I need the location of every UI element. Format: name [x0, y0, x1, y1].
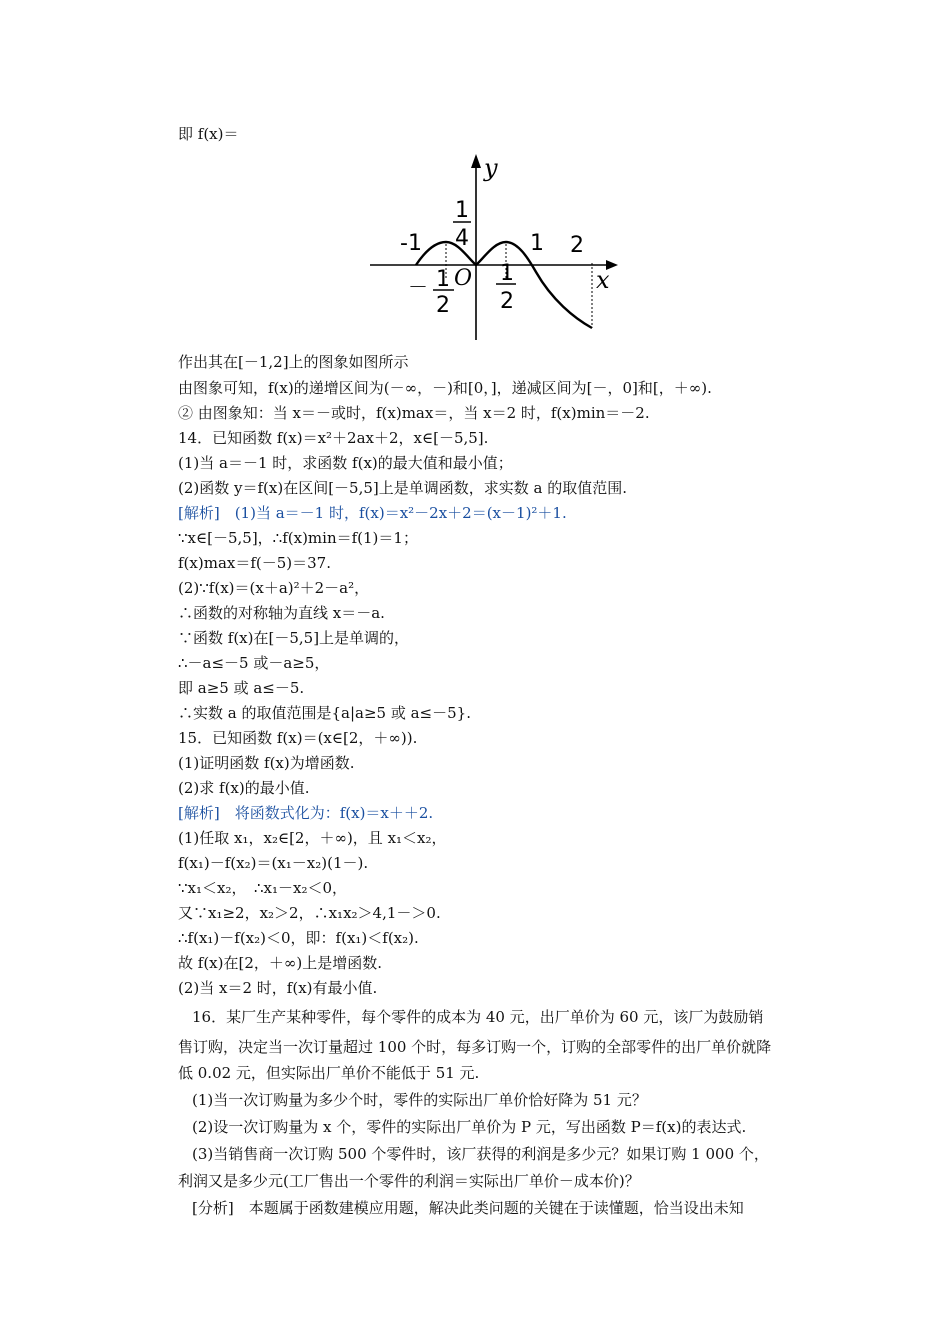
text-line: ∵x₁＜x₂， ∴x₁－x₂＜0，	[178, 879, 348, 897]
tick-label-1: 1	[530, 231, 544, 256]
problem-14: 14．已知函数 f(x)＝x²＋2ax＋2，x∈[－5,5].	[178, 429, 489, 447]
x-axis-label: x	[596, 266, 610, 294]
function-graph	[366, 150, 626, 342]
text-line: (2)设一次订购量为 x 个，零件的实际出厂单价为 P 元，写出函数 P＝f(x)的表达式.	[192, 1118, 747, 1136]
analysis-14: [解析] (1)当 a＝－1 时，f(x)＝x²－2x＋2＝(x－1)²＋1.	[178, 504, 567, 522]
text-line: 作出其在[－1,2]上的图象如图所示	[178, 353, 409, 371]
text-line: ∵x∈[－5,5]，∴f(x)min＝f(1)＝1；	[178, 529, 418, 547]
text-line: ∴实数 a 的取值范围是{a|a≥5 或 a≤－5}.	[178, 704, 471, 722]
text-line: ② 由图象知：当 x＝－或时，f(x)max＝，当 x＝2 时，f(x)min＝－2.	[178, 404, 650, 422]
tick-label-neg1: -1	[400, 231, 422, 256]
neg-half-sign: －	[408, 275, 428, 299]
text-line: (2)当 x＝2 时，f(x)有最小值.	[178, 979, 378, 997]
text-line: (1)证明函数 f(x)为增函数.	[178, 754, 355, 772]
text-line: f(x₁)－f(x₂)＝(x₁－x₂)(1－).	[178, 854, 369, 872]
text-line: ∵函数 f(x)在[－5,5]上是单调的，	[178, 629, 410, 647]
text-line: ∴函数的对称轴为直线 x＝－a.	[178, 604, 385, 622]
text-line: (2)求 f(x)的最小值.	[178, 779, 310, 797]
text-line: 由图象可知，f(x)的递增区间为(－∞，－)和[0，]，递减区间为[－，0]和[，＋∞).	[178, 379, 712, 397]
analysis-15: [解析] 将函数式化为：f(x)＝x＋＋2.	[178, 804, 434, 822]
text-line: ∴f(x₁)－f(x₂)＜0，即：f(x₁)＜f(x₂).	[178, 929, 419, 947]
y-axis-arrow	[471, 154, 481, 168]
neg-half-denominator: 2	[436, 293, 450, 318]
text-line: 低 0.02 元，但实际出厂单价不能低于 51 元.	[178, 1064, 480, 1082]
text-line: 又∵x₁≥2，x₂＞2，∴x₁x₂＞4,1－＞0.	[178, 904, 441, 922]
text-line: (1)当 a＝－1 时，求函数 f(x)的最大值和最小值；	[178, 454, 513, 472]
text-line: f(x)max＝f(－5)＝37.	[178, 554, 331, 572]
half-denominator: 2	[500, 289, 514, 314]
text-line: 即 a≥5 或 a≤－5.	[178, 679, 305, 697]
problem-16: 16．某厂生产某种零件，每个零件的成本为 40 元，出厂单价为 60 元，该厂为鼓励销	[192, 1008, 764, 1026]
text-line: 利润又是多少元(工厂售出一个零件的利润＝实际出厂单价－成本价)？	[178, 1172, 640, 1190]
origin-label: O	[454, 266, 473, 291]
text-line: (3)当销售商一次订购 500 个零件时，该厂获得的利润是多少元？如果订购 1 000 个，	[192, 1145, 769, 1163]
analysis-16: [分析] 本题属于函数建模应用题，解决此类问题的关键在于读懂题，恰当设出未知	[192, 1199, 744, 1217]
text-line: (1)当一次订购量为多少个时，零件的实际出厂单价恰好降为 51 元？	[192, 1091, 647, 1109]
problem-15: 15．已知函数 f(x)＝(x∈[2，＋∞)).	[178, 729, 418, 747]
text-line: 售订购，决定当一次订量超过 100 个时，每多订购一个，订购的全部零件的出厂单价就降	[178, 1038, 772, 1056]
text-line: (1)任取 x₁，x₂∈[2，＋∞)，且 x₁＜x₂，	[178, 829, 447, 847]
text-line: 即 f(x)＝	[178, 125, 239, 143]
quarter-numerator: 1	[455, 198, 469, 223]
text-line: ∴－a≤－5 或－a≥5，	[178, 654, 330, 672]
text-line: 故 f(x)在[2，＋∞)上是增函数.	[178, 954, 382, 972]
y-axis-label: y	[484, 154, 498, 182]
neg-half-numerator: 1	[436, 267, 450, 292]
text-line: (2)函数 y＝f(x)在区间[－5,5]上是单调函数，求实数 a 的取值范围.	[178, 479, 628, 497]
quarter-denominator: 4	[455, 226, 469, 251]
text-line: (2)∵f(x)＝(x＋a)²＋2－a²，	[178, 579, 370, 597]
tick-label-2: 2	[570, 233, 584, 258]
half-numerator: 1	[500, 261, 514, 286]
